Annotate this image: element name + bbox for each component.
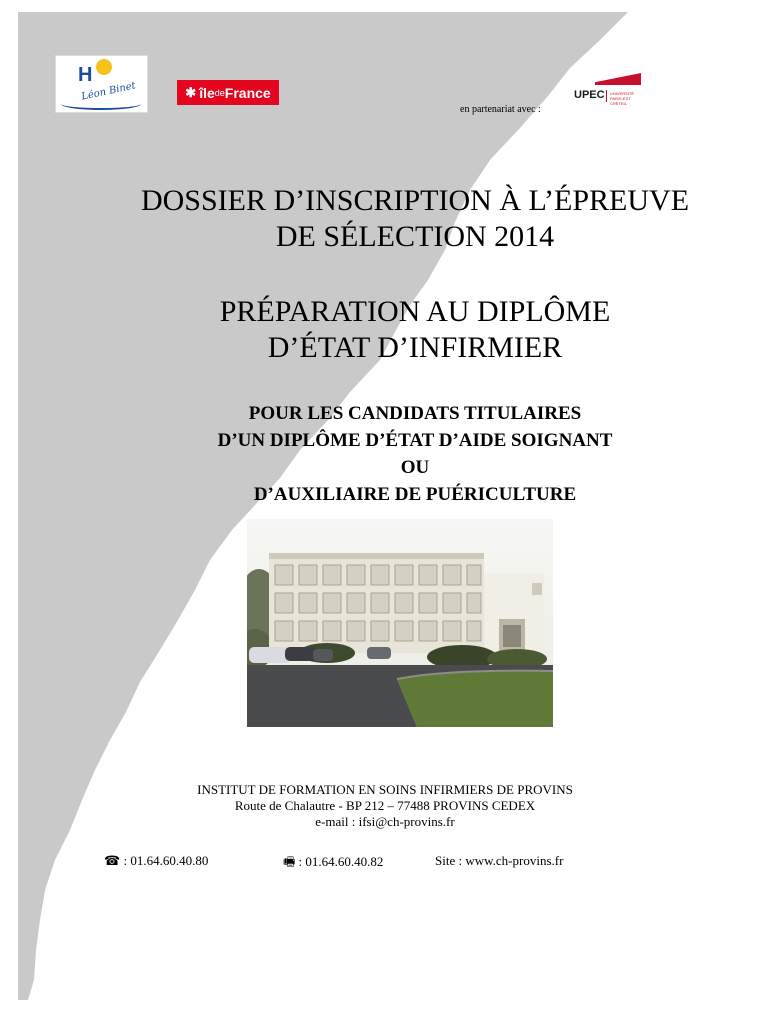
website: Site : www.ch-provins.fr (435, 853, 564, 868)
subtitle (30, 400, 770, 508)
institute-name: INSTITUT DE FORMATION EN SOINS INFIRMIERS DE PROVINS (197, 782, 573, 797)
subtitle-line: OU (400, 457, 430, 478)
star-icon: ✱ (185, 84, 197, 100)
fax-icon: 🖷 (283, 855, 296, 870)
fax-contact (283, 853, 383, 875)
fax-number: : 01.64.60.40.82 (298, 854, 384, 869)
phone-icon: ☎ (104, 854, 121, 869)
idf-prefix: île (199, 84, 215, 101)
ile-de-france-logo (177, 80, 279, 105)
building-photo (247, 519, 553, 727)
title-line: PRÉPARATION AU DIPLÔME (219, 295, 611, 328)
upec-text: UPEC (574, 89, 605, 101)
subtitle-line: D’UN DIPLÔME D’ÉTAT D’AIDE SOIGNANT (217, 430, 613, 451)
logo-letter: H (78, 64, 93, 86)
institute-footer (0, 782, 770, 830)
upec-red-bar (566, 73, 641, 85)
phone-number: : 01.64.60.40.80 (123, 853, 209, 868)
partner-label: en partenariat avec : (460, 104, 541, 115)
title-line: D’ÉTAT D’INFIRMIER (267, 331, 563, 364)
sun-icon (96, 59, 112, 75)
idf-mid: de (214, 87, 225, 98)
institute-address: Route de Chalautre - BP 212 – 77488 PROVINS CEDEX (234, 798, 536, 813)
main-title (30, 183, 770, 255)
phone-contact (104, 853, 208, 869)
secondary-title (30, 294, 770, 366)
swoosh-decoration (61, 98, 141, 110)
upec-side-text: UNIVERSITÉ PARIS-EST CRÉTEIL (610, 91, 635, 106)
title-line: DE SÉLECTION 2014 (275, 220, 555, 253)
leon-binet-logo (55, 55, 148, 113)
upec-logo (566, 73, 641, 105)
subtitle-line: POUR LES CANDIDATS TITULAIRES (248, 403, 582, 424)
idf-suffix: France (224, 84, 271, 101)
logo-script-text: Léon Binet (80, 80, 137, 103)
subtitle-line: D’AUXILIAIRE DE PUÉRICULTURE (253, 484, 577, 505)
institute-email: e-mail : ifsi@ch-provins.fr (315, 814, 455, 829)
upec-divider (606, 90, 607, 102)
title-line: DOSSIER D’INSCRIPTION À L’ÉPREUVE (140, 184, 690, 217)
